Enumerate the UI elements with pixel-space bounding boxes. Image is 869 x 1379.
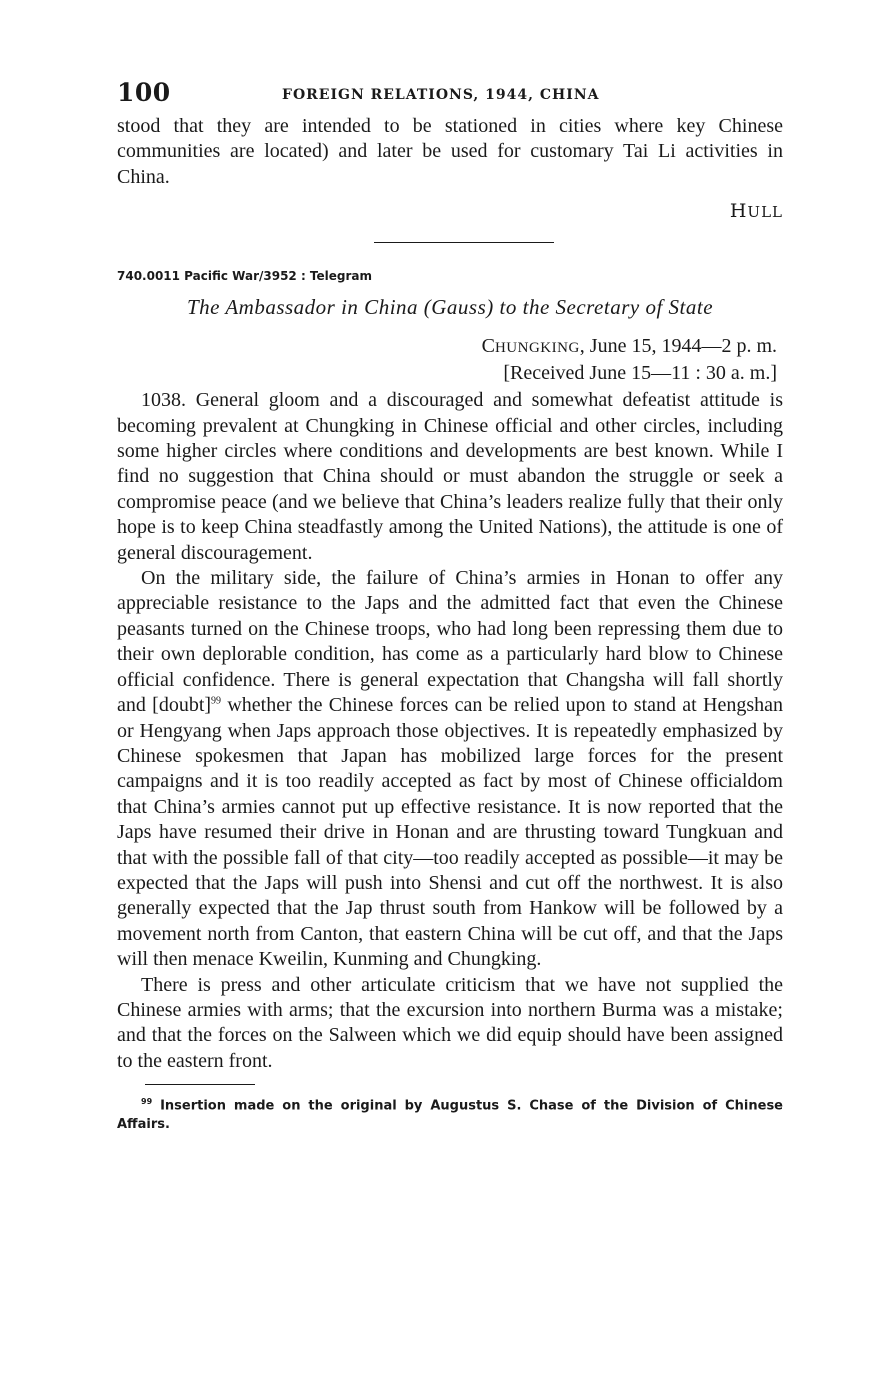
paragraph-2-part-2: whether the Chinese forces can be relied upon to stand at Hengshan or Hengyang when Japs approach those objectives. It is repeatedly emphasized by Chinese spokesmen that Japan has mobilized large forces for the present campaigns and it is too readily accepted as fact by most of Chinese officialdom that China’s armies cannot put up effective resistance. It is now reported that the Japs have resumed their drive in Honan and are thrusting toward Tungkuan and that with the possible fall of that city—too readily accepted as possible—it may be expected that the Japs will push into Shensi and cut off the northwest. It is also generally expected that the Jap thrust south from Hankow will be followed by a movement north from Canton, that eastern China will be cut off, and that the Japs will then menace Kweilin, Kunming and Chungking. [117,694,783,971]
page-number: 100 [117,78,171,107]
dateline-date: , June 15, 1944—2 p. m. [579,335,777,358]
paragraph-1: 1038. General gloom and a discouraged and somewhat defeatist attitude is becoming prevalent at Chungking in Chinese official and other circles, including some higher circles where conditions and developments are best known. While I find no suggestion that China should or must abandon the struggle or seek a compromise peace (and we believe that China’s leaders realize fully that their only hope is to keep China steadfastly among the United Nations), the attitude is one of general discouragement. [117,389,783,564]
signature-rest: ULL [747,203,783,222]
signature-initial: H [729,200,748,223]
dateline-sent [117,334,777,361]
document-page [117,78,783,1134]
telegram-body [117,388,783,1074]
continuation-paragraph: stood that they are intended to be stationed in cities where key Chinese communities are located) and later be used for customary Tai Li activities in China. [117,115,783,188]
footnote-mark: 99 [141,1097,153,1107]
document-title: The Ambassador in China (Gauss) to the Secretary of State [186,295,714,320]
paragraph-2-part-1: On the military side, the failure of China’s armies in Honan to offer any appreciable resistance to the Japs and the admitted fact that even the Chinese peasants turned on the Chinese troops, who had long been repressing them due to their own deplorable condition, has come as a particularly hard blow to Chinese official confidence. There is general expectation that Changsha will fall shortly and [doubt] [117,567,783,717]
dateline [117,334,783,386]
continued-text [117,114,783,190]
paragraph-2 [117,566,783,973]
running-head: FOREIGN RELATIONS, 1944, CHINA [282,87,600,103]
footnote-text: Insertion made on the original by Augustus S. Chase of the Division of Chinese Affairs. [117,1098,783,1132]
dateline-place-initial: C [481,335,495,358]
section-divider [374,242,554,243]
page-header [117,78,783,114]
file-reference: 740.0011 Pacific War/3952 : Telegram [117,269,373,284]
dateline-received: [Received June 15—11 : 30 a. m.] [503,362,777,385]
footnote-reference[interactable]: 99 [211,695,222,707]
signature [117,200,783,222]
dateline-place-rest: HUNGKING [494,340,580,357]
footnote [117,1093,783,1133]
footnote-divider [145,1084,255,1085]
paragraph-3: There is press and other articulate criticism that we have not supplied the Chinese armies with arms; that the excursion into northern Burma was a mistake; and that the forces on the Salween which we did equip should have been assigned to the eastern front. [117,973,783,1072]
